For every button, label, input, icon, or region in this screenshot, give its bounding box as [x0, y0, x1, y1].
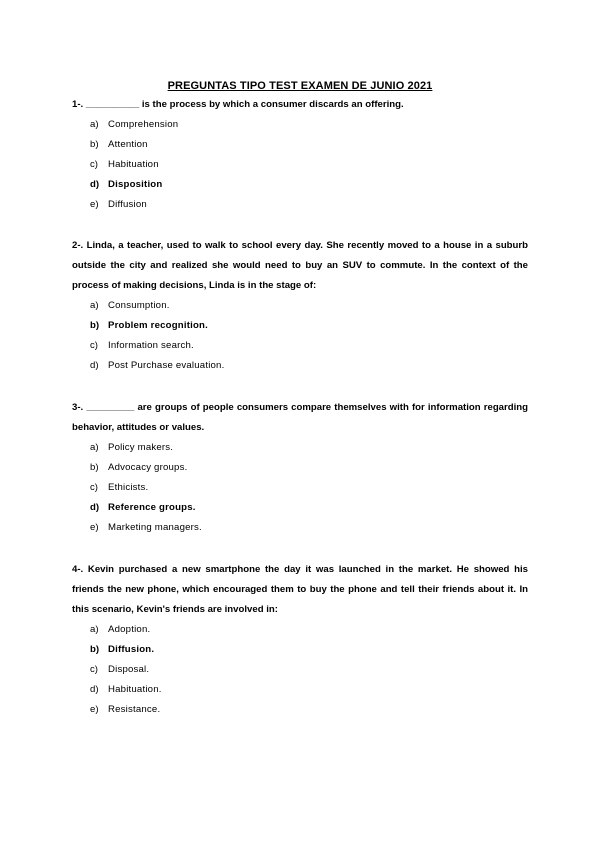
- option-letter: a): [90, 442, 99, 453]
- option-text: Attention: [108, 139, 148, 150]
- option-text: Adoption.: [108, 624, 151, 635]
- option-text: Comprehension: [108, 119, 179, 130]
- question-text: 4-. Kevin purchased a new smartphone the day it was launched in the market. He showed his friends the new phone, which encouraged them to buy the phone and tell their friends about it. In this scenario, Kevin's friends are involved in:: [72, 564, 528, 615]
- options-list: [72, 115, 528, 215]
- options-list: [72, 438, 528, 538]
- option-a: [72, 620, 528, 640]
- question-2: [72, 236, 528, 376]
- option-text: Policy makers.: [108, 442, 174, 453]
- option-letter: c): [90, 482, 98, 493]
- option-letter: d): [90, 179, 100, 190]
- option-a: [72, 296, 528, 316]
- option-text: Diffusion: [108, 199, 147, 210]
- option-d: [72, 356, 528, 376]
- option-text: Resistance.: [108, 704, 161, 715]
- option-c: [72, 155, 528, 175]
- option-text: Habituation.: [108, 684, 162, 695]
- option-letter: d): [90, 684, 99, 695]
- option-letter: c): [90, 664, 98, 675]
- option-letter: d): [90, 502, 100, 513]
- option-a: [72, 438, 528, 458]
- question-text: 1-. __________ is the process by which a consumer discards an offering.: [72, 99, 404, 110]
- option-letter: b): [90, 139, 99, 150]
- option-text: Diffusion.: [108, 644, 155, 655]
- option-letter: b): [90, 644, 100, 655]
- option-letter: d): [90, 360, 99, 371]
- option-letter: e): [90, 199, 99, 210]
- options-list: [72, 296, 528, 376]
- option-b: [72, 640, 528, 660]
- page-title: PREGUNTAS TIPO TEST EXAMEN DE JUNIO 2021: [167, 80, 433, 92]
- option-c: [72, 478, 528, 498]
- option-letter: e): [90, 704, 99, 715]
- question-4: [72, 560, 528, 720]
- option-letter: b): [90, 462, 99, 473]
- question-text: 3-. _________ are groups of people consumers compare themselves with for information regarding behavior, attitudes or values.: [72, 402, 528, 433]
- option-text: Advocacy groups.: [108, 462, 188, 473]
- option-letter: c): [90, 340, 98, 351]
- option-letter: b): [90, 320, 100, 331]
- option-e: [72, 700, 528, 720]
- option-letter: c): [90, 159, 98, 170]
- question-1: [72, 95, 528, 215]
- option-text: Consumption.: [108, 300, 170, 311]
- option-text: Reference groups.: [108, 502, 196, 513]
- option-text: Disposition: [108, 179, 163, 190]
- option-b: [72, 135, 528, 155]
- option-d: [72, 498, 528, 518]
- question-3: [72, 398, 528, 538]
- option-letter: e): [90, 522, 99, 533]
- option-text: Problem recognition.: [108, 320, 208, 331]
- option-text: Marketing managers.: [108, 522, 202, 533]
- option-c: [72, 336, 528, 356]
- option-e: [72, 195, 528, 215]
- option-text: Information search.: [108, 340, 194, 351]
- option-letter: a): [90, 119, 99, 130]
- option-letter: a): [90, 300, 99, 311]
- option-text: Post Purchase evaluation.: [108, 360, 225, 371]
- option-b: [72, 316, 528, 336]
- option-c: [72, 660, 528, 680]
- option-letter: a): [90, 624, 99, 635]
- option-d: [72, 175, 528, 195]
- option-e: [72, 518, 528, 538]
- option-text: Ethicists.: [108, 482, 149, 493]
- option-a: [72, 115, 528, 135]
- options-list: [72, 620, 528, 720]
- question-text: 2-. Linda, a teacher, used to walk to school every day. She recently moved to a house in a suburb outside the city and realized she would need to buy an SUV to commute. In the context of the process of making decisions, Linda is in the stage of:: [72, 240, 528, 291]
- option-b: [72, 458, 528, 478]
- option-text: Habituation: [108, 159, 159, 170]
- option-d: [72, 680, 528, 700]
- option-text: Disposal.: [108, 664, 150, 675]
